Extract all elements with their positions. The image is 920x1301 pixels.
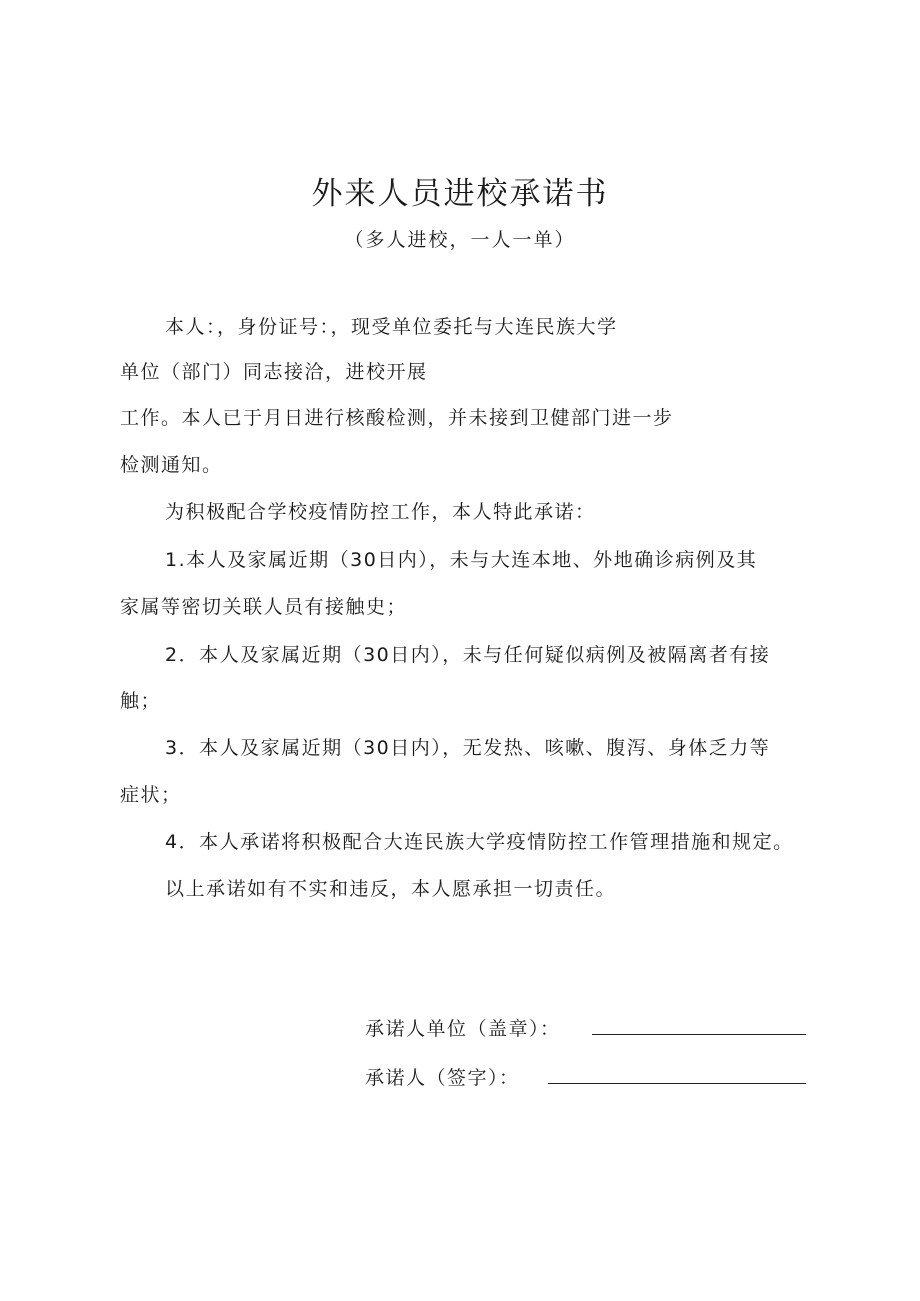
paragraph-line-3: 工作。本人已于月日进行核酸检测，并未接到卫健部门进一步 (120, 407, 674, 429)
promise-item-2-cont: 触； (120, 690, 162, 712)
signature-person-field[interactable] (548, 1083, 806, 1084)
promise-item-1-cont: 家属等密切关联人员有接触史； (120, 596, 408, 618)
document-subtitle: （多人进校，一人一单） (344, 229, 576, 251)
paragraph-line-1: 本人：，身份证号：，现受单位委托与大连民族大学 (165, 316, 618, 338)
promise-item-2: 2．本人及家属近期（30日内），未与任何疑似病例及被隔离者有接 (165, 644, 771, 666)
promise-item-1: 1.本人及家属近期（30日内），未与大连本地、外地确诊病例及其 (165, 549, 758, 571)
signature-unit-field[interactable] (592, 1034, 806, 1035)
promise-item-4: 4．本人承诺将积极配合大连民族大学疫情防控工作管理措施和规定。 (165, 831, 794, 853)
document-title: 外来人员进校承诺书 (311, 176, 609, 212)
promise-item-3: 3．本人及家属近期（30日内），无发热、咳嗽、腹泻、身体乏力等 (165, 737, 771, 759)
promise-item-3-cont: 症状； (120, 784, 182, 806)
paragraph-line-4: 检测通知。 (120, 454, 223, 476)
signature-person-label: 承诺人（签字）： (365, 1067, 520, 1089)
paragraph-line-5: 为积极配合学校疫情防控工作，本人特此承诺： (165, 501, 596, 523)
signature-unit-label: 承诺人单位（盖章）： (365, 1018, 561, 1040)
paragraph-line-2: 单位（部门）同志接洽，进校开展 (120, 361, 428, 383)
closing-statement: 以上承诺如有不实和违反，本人愿承担一切责任。 (165, 878, 617, 900)
